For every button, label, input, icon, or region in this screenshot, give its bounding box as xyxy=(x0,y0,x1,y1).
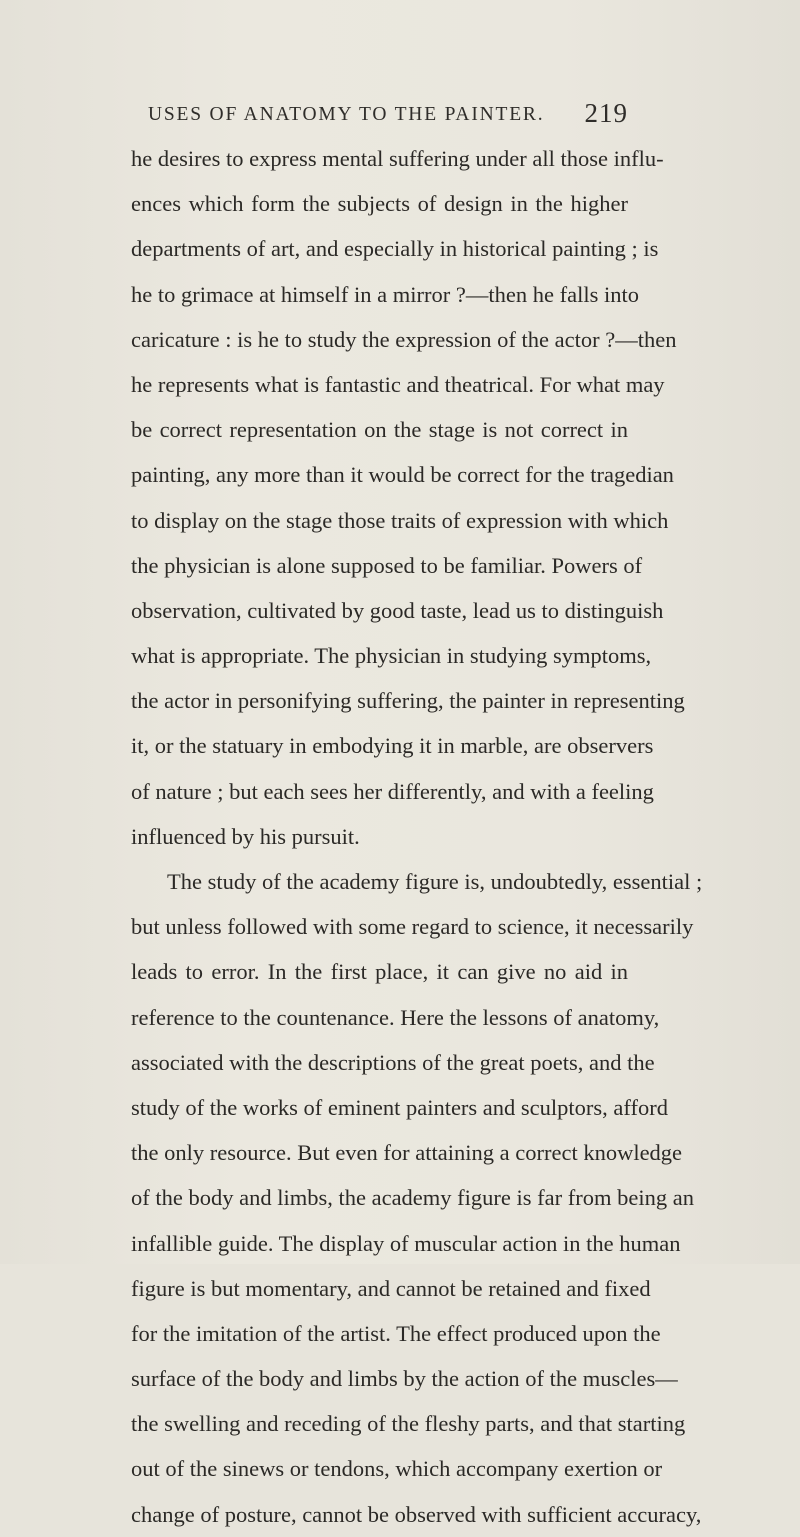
body-text xyxy=(131,136,703,1537)
text-line: observation, cultivated by good taste, lead us to distinguish xyxy=(131,597,664,623)
text-line: for the imitation of the artist. The effect produced upon the xyxy=(131,1320,661,1346)
text-line: the swelling and receding of the fleshy parts, and that starting xyxy=(131,1411,686,1437)
text-line: he to grimace at himself in a mirror ?—then he falls into xyxy=(131,281,639,307)
text-line: departments of art, and especially in historical painting ; is xyxy=(131,236,659,262)
text-line: to display on the stage those traits of expression with which xyxy=(131,507,669,533)
text-line: reference to the countenance. Here the lessons of anatomy, xyxy=(131,1004,660,1030)
page-number: 219 xyxy=(584,98,628,128)
running-head: USES OF ANATOMY TO THE PAINTER. xyxy=(148,104,545,125)
text-line: figure is but momentary, and cannot be retained and fixed xyxy=(131,1275,651,1301)
text-line: infallible guide. The display of muscular action in the human xyxy=(131,1230,681,1256)
text-line: leads to error. In the first place, it can give no aid in xyxy=(131,959,628,985)
text-line: the only resource. But even for attaining a correct knowledge xyxy=(131,1140,683,1166)
text-line: be correct representation on the stage is not correct in xyxy=(131,417,628,443)
text-line: ences which form the subjects of design in the higher xyxy=(131,191,628,217)
text-line: but unless followed with some regard to science, it necessarily xyxy=(131,914,694,940)
text-line: influenced by his pursuit. xyxy=(131,823,360,849)
text-line: out of the sinews or tendons, which accompany exertion or xyxy=(131,1456,663,1482)
text-line: he desires to express mental suffering under all those influ- xyxy=(131,146,664,171)
text-line: change of posture, cannot be observed with sufficient accuracy, xyxy=(131,1501,702,1527)
text-line: of the body and limbs, the academy figure is far from being an xyxy=(131,1185,694,1211)
text-line: study of the works of eminent painters and sculptors, afford xyxy=(131,1094,668,1120)
text-line: surface of the body and limbs by the action of the muscles— xyxy=(131,1366,678,1392)
text-line: associated with the descriptions of the great poets, and the xyxy=(131,1049,655,1075)
text-line: the actor in personifying suffering, the painter in representing xyxy=(131,688,685,714)
text-line: he represents what is fantastic and theatrical. For what may xyxy=(131,371,665,397)
text-line: caricature : is he to study the expression of the actor ?—then xyxy=(131,326,677,352)
text-line: the physician is alone supposed to be familiar. Powers of xyxy=(131,552,643,578)
text-line: The study of the academy figure is, undoubtedly, essential ; xyxy=(167,869,703,894)
text-line: what is appropriate. The physician in studying symptoms, xyxy=(131,643,652,669)
text-line: of nature ; but each sees her differently, and with a feeling xyxy=(131,778,654,804)
text-line: it, or the statuary in embodying it in marble, are observers xyxy=(131,733,654,759)
page-header xyxy=(148,100,628,136)
text-line: painting, any more than it would be correct for the tragedian xyxy=(131,462,674,488)
